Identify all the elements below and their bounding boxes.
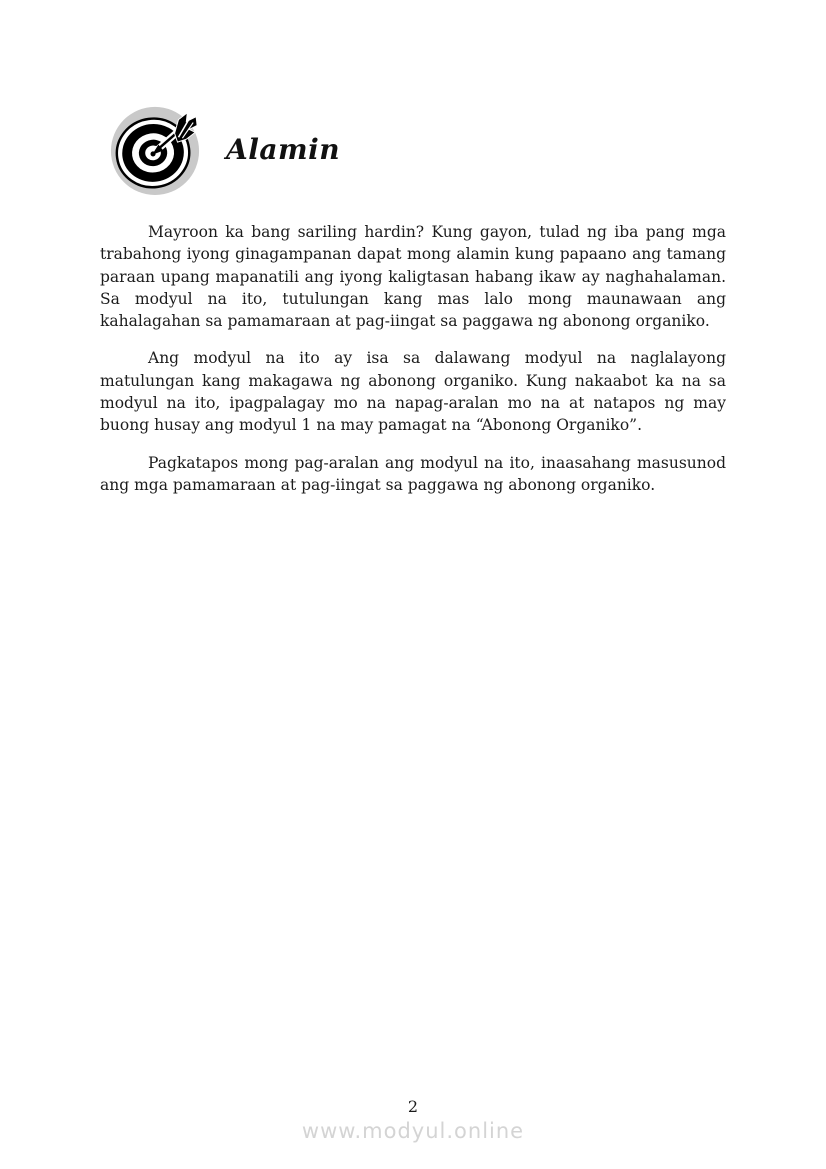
section-header xyxy=(108,102,340,196)
body-text xyxy=(100,221,726,511)
page-number: 2 xyxy=(407,1097,419,1116)
target-with-arrow-icon xyxy=(108,102,202,196)
paragraph: Pagkatapos mong pag-aralan ang modyul na ito, inaasahang masusunod ang mga pamamaraan at pag-iingat sa paggawa ng abonong organiko. xyxy=(100,453,726,494)
paragraph: Mayroon ka bang sariling hardin? Kung gayon, tulad ng iba pang mga trabahong iyong ginagampanan dapat mong alamin kung papaano ang tamang paraan upang mapanatili ang iyong kaligtasan habang ikaw ay naghahalaman. Sa modyul na ito, tutulungan kang mas lalo mong maunawaan ang kahalagahan sa pamamaraan at pag-iingat sa paggawa ng abonong organiko. xyxy=(100,223,726,331)
section-title: Alamin xyxy=(226,132,341,166)
paragraph: Ang modyul na ito ay isa sa dalawang modyul na naglalayong matulungan kang makagawa ng abonong organiko. Kung nakaabot ka na sa modyul na ito, ipagpalagay mo na napag-aralan mo na at natapos ng may buong husay ang modyul 1 na may pamagat na “Abonong Organiko”. xyxy=(100,349,726,435)
watermark: www.modyul.online xyxy=(301,1119,525,1143)
